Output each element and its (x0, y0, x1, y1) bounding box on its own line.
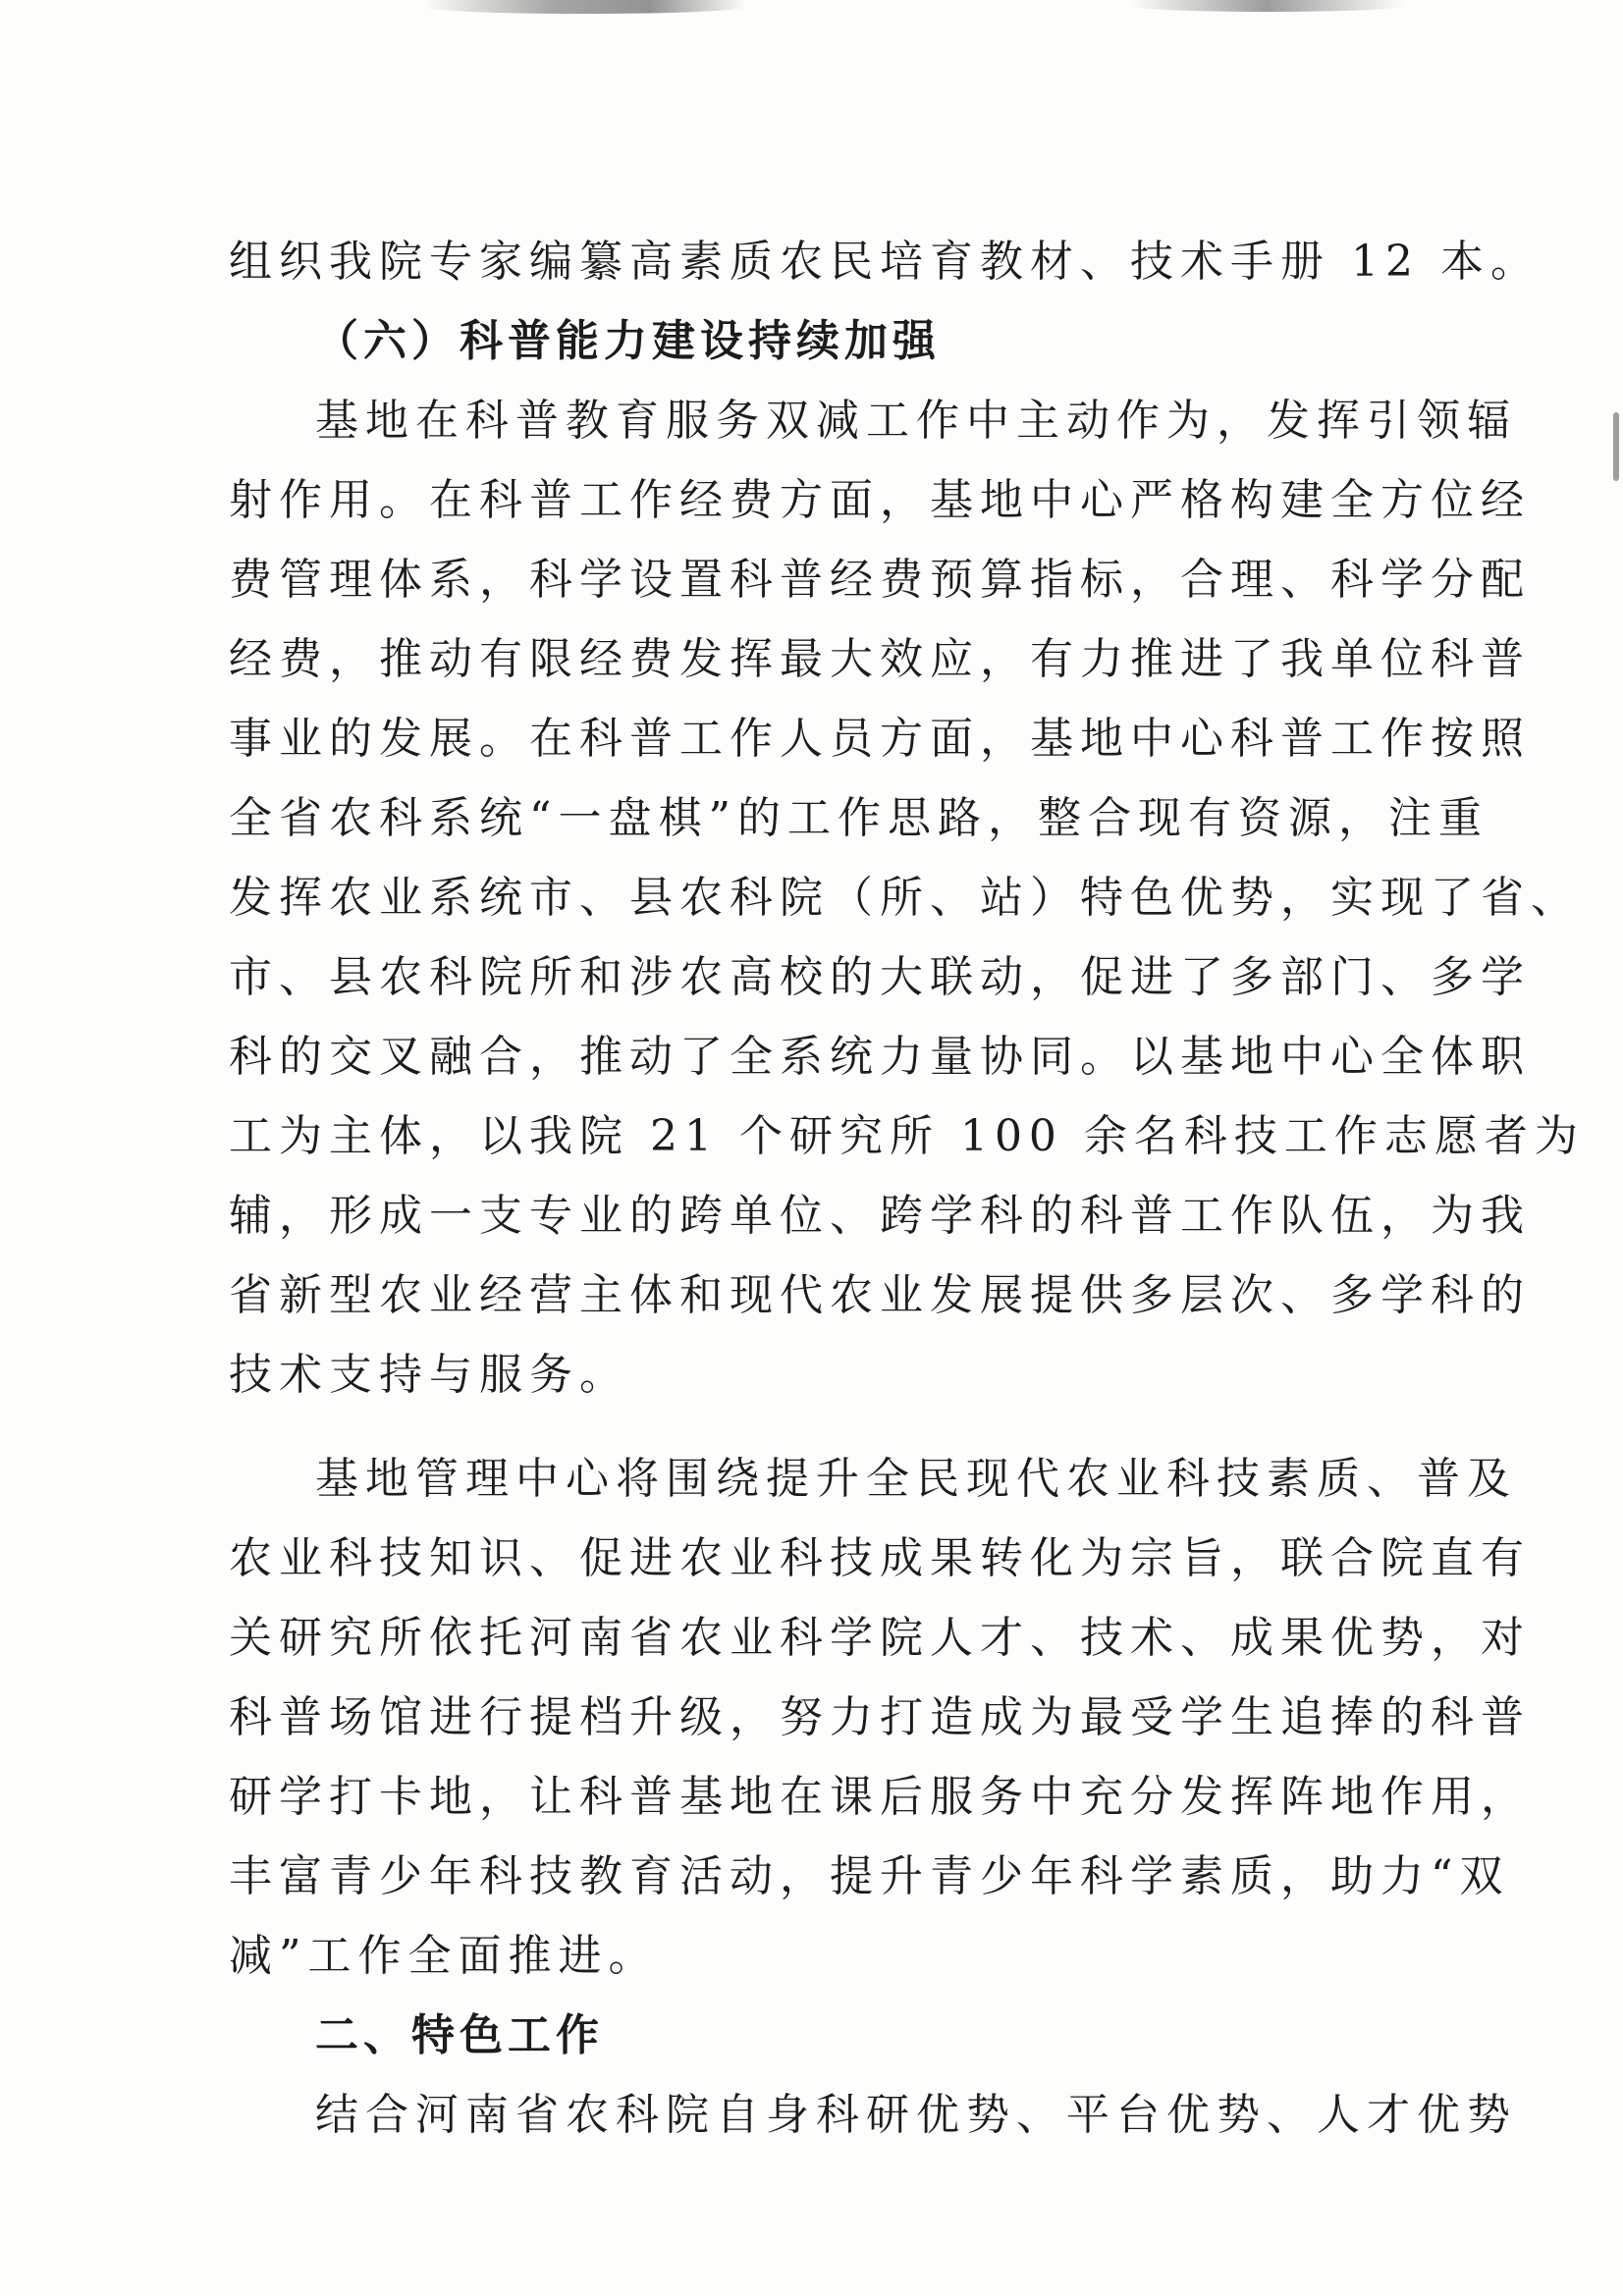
scan-shadow-right (1129, 0, 1404, 12)
paragraph-line: 事业的发展。在科普工作人员方面，基地中心科普工作按照 (229, 714, 1531, 764)
paragraph-line: 市、县农科院所和涉农高校的大联动，促进了多部门、多学 (229, 952, 1531, 1002)
document-body (229, 222, 1585, 2155)
paragraph-line: 减”工作全面推进。 (229, 1931, 659, 1981)
scan-edge-mark (1613, 412, 1619, 481)
section-heading: 二、特色工作 (315, 2010, 604, 2060)
paragraph-line: 结合河南省农科院自身科研优势、平台优势、人才优势 (315, 2090, 1517, 2140)
paragraph-line: 技术支持与服务。 (229, 1350, 629, 1400)
paragraph-line: 组织我院专家编纂高素质农民培育教材、技术手册 12 本。 (229, 237, 1541, 287)
paragraph-line: 经费，推动有限经费发挥最大效应，有力推进了我单位科普 (229, 634, 1531, 684)
paragraph-line: 科普场馆进行提档升级，努力打造成为最受学生追捧的科普 (229, 1692, 1531, 1742)
paragraph-line: 基地在科普教育服务双减工作中主动作为，发挥引领辐 (315, 396, 1517, 446)
paragraph-line: 关研究所依托河南省农业科学院人才、技术、成果优势，对 (229, 1613, 1531, 1663)
paragraph-gap (229, 1415, 1368, 1439)
paragraph-line: 费管理体系，科学设置科普经费预算指标，合理、科学分配 (229, 555, 1531, 605)
paragraph-line: 全省农科系统“一盘棋”的工作思路，整合现有资源，注重 (229, 793, 1488, 843)
scan-shadow-left (422, 0, 746, 14)
paragraph-line: 射作用。在科普工作经费方面，基地中心严格构建全方位经 (229, 475, 1531, 525)
paragraph-line: 基地管理中心将围绕提升全民现代农业科技素质、普及 (315, 1454, 1517, 1504)
paragraph-line: 研学打卡地，让科普基地在课后服务中充分发挥阵地作用， (229, 1772, 1531, 1822)
paragraph-line: 丰富青少年科技教育活动，提升青少年科学素质，助力“双 (229, 1851, 1510, 1901)
paragraph-line: 工为主体，以我院 21 个研究所 100 余名科技工作志愿者为 (229, 1111, 1585, 1161)
paragraph-line: 科的交叉融合，推动了全系统力量协同。以基地中心全体职 (229, 1032, 1531, 1082)
paragraph-line: 辅，形成一支专业的跨单位、跨学科的科普工作队伍，为我 (229, 1191, 1531, 1241)
section-heading: （六）科普能力建设持续加强 (315, 316, 941, 366)
paragraph-line: 农业科技知识、促进农业科技成果转化为宗旨，联合院直有 (229, 1533, 1531, 1583)
paragraph-line: 省新型农业经营主体和现代农业发展提供多层次、多学科的 (229, 1270, 1531, 1320)
paragraph-line: 发挥农业系统市、县农科院（所、站）特色优势，实现了省、 (229, 873, 1581, 923)
